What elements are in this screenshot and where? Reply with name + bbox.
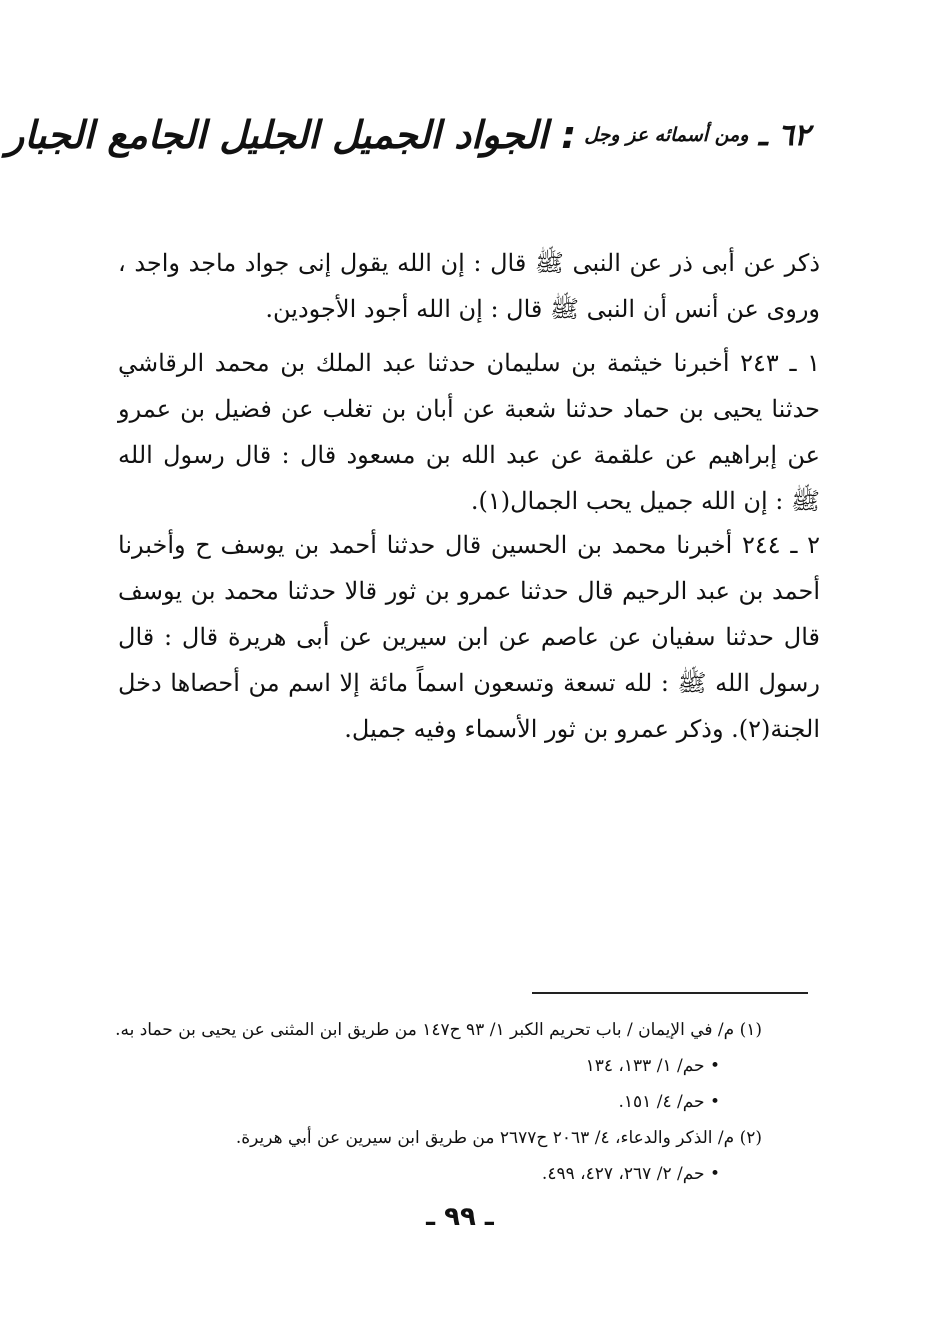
footnote-2-ref: • حم/ ٢/ ٢٦٧، ٤٢٧، ٤٩٩. [541, 1164, 720, 1184]
hadith-paragraph-243: ١ ـ ٢٤٣ أخبرنا خيثمة بن سليمان حدثنا عبد الملك بن محمد الرقاشي حدثنا يحيى بن حماد حدثنا شعبة عن أبان بن تغلب عن فضيل بن عمرو عن إبراهيم عن علقمة عن عبد الله بن مسعود قال : قال رسول الله ﷺ : إن الله جميل يحب الجمال(١). [118, 349, 821, 515]
section-number: ٦٢ ـ [758, 117, 810, 153]
footnote-1: (١) م/ في الإيمان / باب تحريم الكبر ١/ ٩٣ ح١٤٧ من طريق ابن المثنى عن يحيى بن حماد به. [115, 1020, 762, 1040]
section-heading [5, 95, 810, 175]
intro-paragraph: ذكر عن أبى ذر عن النبى ﷺ قال : إن الله يقول إنى جواد ماجد واجد ، وروى عن أنس أن النبى ﷺ قال : إن الله أجود الأجودين. [118, 249, 820, 323]
page-number: ـ ٩٩ ـ [426, 1202, 494, 1232]
footnote-2: (٢) م/ الذكر والدعاء، ٤/ ٢٠٦٣ ح٢٦٧٧ من طريق ابن سيرين عن أبي هريرة. [235, 1128, 762, 1148]
heading-prefix: ومن أسمائه عز وجل [584, 124, 749, 146]
footnotes [100, 1012, 762, 1192]
heading-names: : الجواد الجميل الجليل الجامع الجبار [5, 113, 577, 157]
footnote-1-ref-b: • حم/ ٤/ ١٥١. [618, 1092, 720, 1112]
footnote-1-ref-a: • حم/ ١/ ١٣٣، ١٣٤ [585, 1056, 720, 1076]
footnote-divider [532, 992, 808, 994]
hadith-paragraph-244: ٢ ـ ٢٤٤ أخبرنا محمد بن الحسين قال حدثنا أحمد بن يوسف ح وأخبرنا أحمد بن عبد الرحيم قال حدثنا عمرو بن ثور قالا حدثنا محمد بن يوسف قال حدثنا سفيان عن عاصم عن ابن سيرين عن أبى هريرة قال : قال رسول الله ﷺ : لله تسعة وتسعون اسماً مائة إلا اسم من أحصاها دخل الجنة(٢). وذكر عمرو بن ثور الأسماء وفيه جميل. [118, 531, 820, 743]
